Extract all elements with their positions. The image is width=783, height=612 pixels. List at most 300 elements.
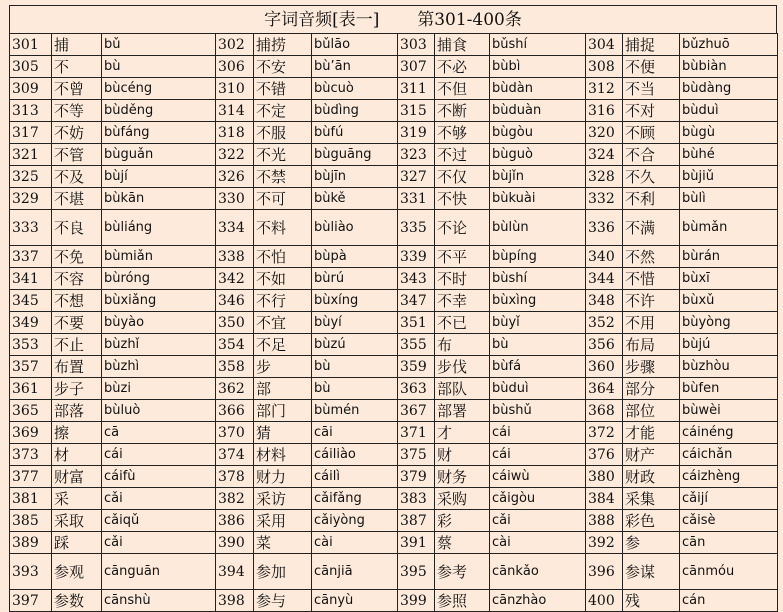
- entry-pinyin: bùcuò: [312, 78, 398, 100]
- entry-pinyin: bùguāng: [312, 144, 398, 166]
- entry-word: 部队: [435, 378, 490, 400]
- entry-number: 398: [216, 590, 254, 612]
- entry-pinyin: cānmóu: [680, 554, 778, 590]
- entry-number: 368: [586, 400, 623, 422]
- entry-pinyin: bǔlāo: [312, 34, 398, 56]
- entry-number: 325: [10, 166, 52, 188]
- entry-number: 303: [398, 34, 435, 56]
- entry-word: 不如: [254, 268, 312, 290]
- entry-pinyin: bǔzhuō: [680, 34, 778, 56]
- entry-number: 383: [398, 488, 435, 510]
- entry-number: 353: [10, 334, 52, 356]
- entry-number: 386: [216, 510, 254, 532]
- entry-pinyin: bùguǎn: [102, 144, 216, 166]
- entry-word: 不便: [623, 56, 680, 78]
- entry-number: 394: [216, 554, 254, 590]
- table-row: [10, 444, 778, 466]
- entry-word: 参: [623, 532, 680, 554]
- entry-pinyin: bùgòu: [490, 122, 586, 144]
- table-row: [10, 510, 778, 532]
- entry-number: 360: [586, 356, 623, 378]
- entry-word: 不久: [623, 166, 680, 188]
- entry-pinyin: bùfen: [680, 378, 778, 400]
- entry-word: 不定: [254, 100, 312, 122]
- entry-pinyin: bùjú: [680, 334, 778, 356]
- entry-word: 不足: [254, 334, 312, 356]
- entry-number: 381: [10, 488, 52, 510]
- entry-number: 393: [10, 554, 52, 590]
- entry-pinyin: cǎifǎng: [312, 488, 398, 510]
- entry-number: 320: [586, 122, 623, 144]
- entry-number: 392: [586, 532, 623, 554]
- entry-number: 352: [586, 312, 623, 334]
- entry-word: 步骤: [623, 356, 680, 378]
- entry-number: 340: [586, 246, 623, 268]
- entry-number: 372: [586, 422, 623, 444]
- entry-number: 305: [10, 56, 52, 78]
- entry-number: 395: [398, 554, 435, 590]
- entry-pinyin: cán: [680, 590, 778, 612]
- entry-word: 不但: [435, 78, 490, 100]
- table-row: [10, 268, 778, 290]
- entry-number: 302: [216, 34, 254, 56]
- table-row: [10, 488, 778, 510]
- entry-pinyin: bùmiǎn: [102, 246, 216, 268]
- entry-number: 370: [216, 422, 254, 444]
- entry-number: 335: [398, 210, 435, 246]
- entry-number: 397: [10, 590, 52, 612]
- entry-number: 366: [216, 400, 254, 422]
- entry-word: 不许: [623, 290, 680, 312]
- entry-word: 参加: [254, 554, 312, 590]
- entry-word: 不断: [435, 100, 490, 122]
- entry-word: 踩: [52, 532, 102, 554]
- entry-word: 彩: [435, 510, 490, 532]
- entry-number: 369: [10, 422, 52, 444]
- entry-pinyin: bùhé: [680, 144, 778, 166]
- entry-number: 330: [216, 188, 254, 210]
- entry-word: 不可: [254, 188, 312, 210]
- entry-number: 356: [586, 334, 623, 356]
- entry-word: 残: [623, 590, 680, 612]
- entry-word: 采集: [623, 488, 680, 510]
- entry-word: 财富: [52, 466, 102, 488]
- entry-pinyin: cái: [490, 444, 586, 466]
- entry-number: 346: [216, 290, 254, 312]
- entry-word: 采访: [254, 488, 312, 510]
- entry-pinyin: bùděng: [102, 100, 216, 122]
- entry-pinyin: bùshí: [490, 268, 586, 290]
- entry-word: 猜: [254, 422, 312, 444]
- entry-pinyin: bùkuài: [490, 188, 586, 210]
- entry-word: 不禁: [254, 166, 312, 188]
- entry-pinyin: bùluò: [102, 400, 216, 422]
- entry-word: 部: [254, 378, 312, 400]
- entry-pinyin: bùyǐ: [490, 312, 586, 334]
- entry-pinyin: bùmǎn: [680, 210, 778, 246]
- entry-pinyin: bùliáng: [102, 210, 216, 246]
- entry-pinyin: bù: [312, 378, 398, 400]
- entry-word: 采购: [435, 488, 490, 510]
- entry-pinyin: cǎi: [102, 488, 216, 510]
- entry-word: 捕捞: [254, 34, 312, 56]
- entry-word: 材: [52, 444, 102, 466]
- entry-pinyin: cǎiyòng: [312, 510, 398, 532]
- entry-word: 不及: [52, 166, 102, 188]
- entry-word: 参与: [254, 590, 312, 612]
- entry-word: 步子: [52, 378, 102, 400]
- entry-pinyin: bùpíng: [490, 246, 586, 268]
- table-row: [10, 78, 778, 100]
- entry-pinyin: bùyòng: [680, 312, 778, 334]
- entry-number: 326: [216, 166, 254, 188]
- entry-pinyin: cǎiqǔ: [102, 510, 216, 532]
- entry-pinyin: cái: [490, 422, 586, 444]
- entry-pinyin: cānjiā: [312, 554, 398, 590]
- entry-word: 不过: [435, 144, 490, 166]
- entry-word: 不安: [254, 56, 312, 78]
- entry-number: 389: [10, 532, 52, 554]
- entry-pinyin: cānzhào: [490, 590, 586, 612]
- entry-pinyin: bùjǐn: [490, 166, 586, 188]
- entry-word: 财政: [623, 466, 680, 488]
- entry-pinyin: bù: [102, 56, 216, 78]
- entry-number: 324: [586, 144, 623, 166]
- entry-word: 捕: [52, 34, 102, 56]
- entry-word: 捕食: [435, 34, 490, 56]
- entry-word: 不止: [52, 334, 102, 356]
- entry-word: 参数: [52, 590, 102, 612]
- entry-word: 不幸: [435, 290, 490, 312]
- entry-word: 不良: [52, 210, 102, 246]
- entry-pinyin: cáizhèng: [680, 466, 778, 488]
- entry-pinyin: bùjí: [102, 166, 216, 188]
- entry-word: 不料: [254, 210, 312, 246]
- entry-word: 不必: [435, 56, 490, 78]
- entry-word: 不已: [435, 312, 490, 334]
- entry-number: 343: [398, 268, 435, 290]
- entry-pinyin: cáiwù: [490, 466, 586, 488]
- entry-number: 382: [216, 488, 254, 510]
- entry-word: 参谋: [623, 554, 680, 590]
- entry-pinyin: cānyù: [312, 590, 398, 612]
- table-row: [10, 400, 778, 422]
- entry-pinyin: bùrán: [680, 246, 778, 268]
- entry-pinyin: bùjīn: [312, 166, 398, 188]
- entry-pinyin: bùbiàn: [680, 56, 778, 78]
- entry-word: 不光: [254, 144, 312, 166]
- table-row: [10, 590, 778, 612]
- entry-number: 350: [216, 312, 254, 334]
- entry-pinyin: bùshǔ: [490, 400, 586, 422]
- entry-word: 不服: [254, 122, 312, 144]
- entry-pinyin: bùdàng: [680, 78, 778, 100]
- entry-number: 362: [216, 378, 254, 400]
- entry-word: 部落: [52, 400, 102, 422]
- entry-number: 377: [10, 466, 52, 488]
- entry-word: 材料: [254, 444, 312, 466]
- entry-word: 参观: [52, 554, 102, 590]
- entry-word: 不对: [623, 100, 680, 122]
- entry-number: 373: [10, 444, 52, 466]
- entry-pinyin: bù’ān: [312, 56, 398, 78]
- entry-number: 307: [398, 56, 435, 78]
- table-row: [10, 334, 778, 356]
- entry-word: 不当: [623, 78, 680, 100]
- entry-pinyin: bùdìng: [312, 100, 398, 122]
- entry-pinyin: cāi: [312, 422, 398, 444]
- entry-pinyin: bùzú: [312, 334, 398, 356]
- entry-number: 400: [586, 590, 623, 612]
- entry-number: 378: [216, 466, 254, 488]
- entry-word: 不曾: [52, 78, 102, 100]
- entry-number: 318: [216, 122, 254, 144]
- entry-word: 布局: [623, 334, 680, 356]
- entry-word: 擦: [52, 422, 102, 444]
- entry-number: 327: [398, 166, 435, 188]
- entry-number: 345: [10, 290, 52, 312]
- entry-number: 371: [398, 422, 435, 444]
- table-row: [10, 532, 778, 554]
- entry-pinyin: bùfáng: [102, 122, 216, 144]
- entry-word: 才能: [623, 422, 680, 444]
- entry-pinyin: cǎi: [490, 510, 586, 532]
- entry-number: 311: [398, 78, 435, 100]
- entry-pinyin: bùgù: [680, 122, 778, 144]
- entry-pinyin: cǎijí: [680, 488, 778, 510]
- entry-word: 不合: [623, 144, 680, 166]
- entry-word: 不平: [435, 246, 490, 268]
- entry-number: 315: [398, 100, 435, 122]
- entry-number: 388: [586, 510, 623, 532]
- table-row: [10, 56, 778, 78]
- entry-number: 374: [216, 444, 254, 466]
- entry-pinyin: cáichǎn: [680, 444, 778, 466]
- entry-pinyin: bùzhǐ: [102, 334, 216, 356]
- entry-word: 不免: [52, 246, 102, 268]
- entry-number: 334: [216, 210, 254, 246]
- entry-word: 不惜: [623, 268, 680, 290]
- entry-number: 319: [398, 122, 435, 144]
- entry-number: 379: [398, 466, 435, 488]
- entry-pinyin: bùduàn: [490, 100, 586, 122]
- entry-word: 捕捉: [623, 34, 680, 56]
- entry-word: 不满: [623, 210, 680, 246]
- entry-number: 332: [586, 188, 623, 210]
- entry-word: 不怕: [254, 246, 312, 268]
- entry-word: 不管: [52, 144, 102, 166]
- entry-number: 317: [10, 122, 52, 144]
- entry-number: 336: [586, 210, 623, 246]
- entry-pinyin: cáiliào: [312, 444, 398, 466]
- entry-word: 部位: [623, 400, 680, 422]
- entry-number: 339: [398, 246, 435, 268]
- entry-number: 390: [216, 532, 254, 554]
- entry-pinyin: cānkǎo: [490, 554, 586, 590]
- entry-number: 358: [216, 356, 254, 378]
- entry-number: 333: [10, 210, 52, 246]
- entry-number: 316: [586, 100, 623, 122]
- entry-pinyin: bùrú: [312, 268, 398, 290]
- table-row: [10, 554, 778, 590]
- entry-number: 313: [10, 100, 52, 122]
- entry-pinyin: cáifù: [102, 466, 216, 488]
- entry-word: 菜: [254, 532, 312, 554]
- entry-word: 不利: [623, 188, 680, 210]
- entry-word: 不行: [254, 290, 312, 312]
- entry-word: 采用: [254, 510, 312, 532]
- entry-word: 财力: [254, 466, 312, 488]
- entry-number: 309: [10, 78, 52, 100]
- entry-word: 不错: [254, 78, 312, 100]
- entry-word: 不用: [623, 312, 680, 334]
- entry-pinyin: cānguān: [102, 554, 216, 590]
- entry-number: 314: [216, 100, 254, 122]
- entry-number: 399: [398, 590, 435, 612]
- entry-word: 不: [52, 56, 102, 78]
- table-row: [10, 34, 778, 56]
- entry-word: 财: [435, 444, 490, 466]
- entry-pinyin: cǎisè: [680, 510, 778, 532]
- table-row: [10, 246, 778, 268]
- entry-pinyin: bùzi: [102, 378, 216, 400]
- entry-pinyin: bùxìng: [490, 290, 586, 312]
- entry-number: 376: [586, 444, 623, 466]
- entry-pinyin: cài: [312, 532, 398, 554]
- entry-pinyin: cáilì: [312, 466, 398, 488]
- entry-pinyin: bùpà: [312, 246, 398, 268]
- entry-word: 不论: [435, 210, 490, 246]
- entry-number: 365: [10, 400, 52, 422]
- table-row: [10, 356, 778, 378]
- entry-word: 不要: [52, 312, 102, 334]
- entry-pinyin: bùduì: [680, 100, 778, 122]
- entry-pinyin: cǎigòu: [490, 488, 586, 510]
- entry-word: 不快: [435, 188, 490, 210]
- entry-number: 363: [398, 378, 435, 400]
- entry-word: 不顾: [623, 122, 680, 144]
- entry-pinyin: bùyí: [312, 312, 398, 334]
- entry-word: 不仅: [435, 166, 490, 188]
- entry-pinyin: bùbì: [490, 56, 586, 78]
- entry-word: 部门: [254, 400, 312, 422]
- entry-pinyin: bùfú: [312, 122, 398, 144]
- entry-word: 不容: [52, 268, 102, 290]
- entry-number: 359: [398, 356, 435, 378]
- entry-pinyin: bùguò: [490, 144, 586, 166]
- entry-number: 342: [216, 268, 254, 290]
- entry-number: 364: [586, 378, 623, 400]
- entry-pinyin: bǔ: [102, 34, 216, 56]
- entry-pinyin: bùxiǎng: [102, 290, 216, 312]
- entry-pinyin: bùzhì: [102, 356, 216, 378]
- entry-word: 布: [435, 334, 490, 356]
- entry-pinyin: bùwèi: [680, 400, 778, 422]
- entry-pinyin: bùxíng: [312, 290, 398, 312]
- entry-pinyin: cā: [102, 422, 216, 444]
- entry-number: 354: [216, 334, 254, 356]
- entry-number: 349: [10, 312, 52, 334]
- entry-pinyin: bù: [490, 334, 586, 356]
- entry-number: 396: [586, 554, 623, 590]
- entry-word: 不堪: [52, 188, 102, 210]
- entry-pinyin: bùlùn: [490, 210, 586, 246]
- entry-word: 财务: [435, 466, 490, 488]
- entry-pinyin: bùróng: [102, 268, 216, 290]
- entry-word: 部分: [623, 378, 680, 400]
- entry-word: 采取: [52, 510, 102, 532]
- entry-word: 部署: [435, 400, 490, 422]
- sheet-title: 字词音频[表一] 第301-400条: [9, 5, 777, 33]
- table-row: [10, 100, 778, 122]
- entry-pinyin: bù: [312, 356, 398, 378]
- entry-pinyin: bùyào: [102, 312, 216, 334]
- entry-word: 不然: [623, 246, 680, 268]
- entry-number: 384: [586, 488, 623, 510]
- entry-word: 不等: [52, 100, 102, 122]
- entry-number: 301: [10, 34, 52, 56]
- table-row: [10, 312, 778, 334]
- vocab-table: [9, 33, 778, 612]
- entry-pinyin: bùfá: [490, 356, 586, 378]
- entry-pinyin: cānshù: [102, 590, 216, 612]
- spreadsheet: [9, 5, 777, 610]
- entry-pinyin: bùxī: [680, 268, 778, 290]
- entry-pinyin: bùduì: [490, 378, 586, 400]
- entry-number: 341: [10, 268, 52, 290]
- entry-number: 351: [398, 312, 435, 334]
- entry-number: 338: [216, 246, 254, 268]
- entry-number: 391: [398, 532, 435, 554]
- entry-word: 采: [52, 488, 102, 510]
- entry-number: 304: [586, 34, 623, 56]
- entry-pinyin: cān: [680, 532, 778, 554]
- entry-word: 不宜: [254, 312, 312, 334]
- entry-number: 323: [398, 144, 435, 166]
- entry-pinyin: cài: [490, 532, 586, 554]
- entry-number: 337: [10, 246, 52, 268]
- entry-number: 367: [398, 400, 435, 422]
- table-row: [10, 290, 778, 312]
- entry-pinyin: cái: [102, 444, 216, 466]
- entry-word: 参照: [435, 590, 490, 612]
- entry-number: 361: [10, 378, 52, 400]
- entry-pinyin: bùzhòu: [680, 356, 778, 378]
- entry-number: 355: [398, 334, 435, 356]
- entry-number: 331: [398, 188, 435, 210]
- entry-number: 322: [216, 144, 254, 166]
- entry-number: 357: [10, 356, 52, 378]
- entry-pinyin: bùliào: [312, 210, 398, 246]
- entry-word: 不够: [435, 122, 490, 144]
- entry-word: 布置: [52, 356, 102, 378]
- entry-pinyin: bùjiǔ: [680, 166, 778, 188]
- table-row: [10, 422, 778, 444]
- entry-number: 310: [216, 78, 254, 100]
- entry-number: 387: [398, 510, 435, 532]
- table-row: [10, 144, 778, 166]
- entry-number: 308: [586, 56, 623, 78]
- entry-number: 385: [10, 510, 52, 532]
- entry-number: 321: [10, 144, 52, 166]
- entry-word: 步: [254, 356, 312, 378]
- entry-number: 344: [586, 268, 623, 290]
- entry-number: 348: [586, 290, 623, 312]
- entry-pinyin: cǎi: [102, 532, 216, 554]
- entry-pinyin: cáinéng: [680, 422, 778, 444]
- entry-pinyin: bùmén: [312, 400, 398, 422]
- table-row: [10, 210, 778, 246]
